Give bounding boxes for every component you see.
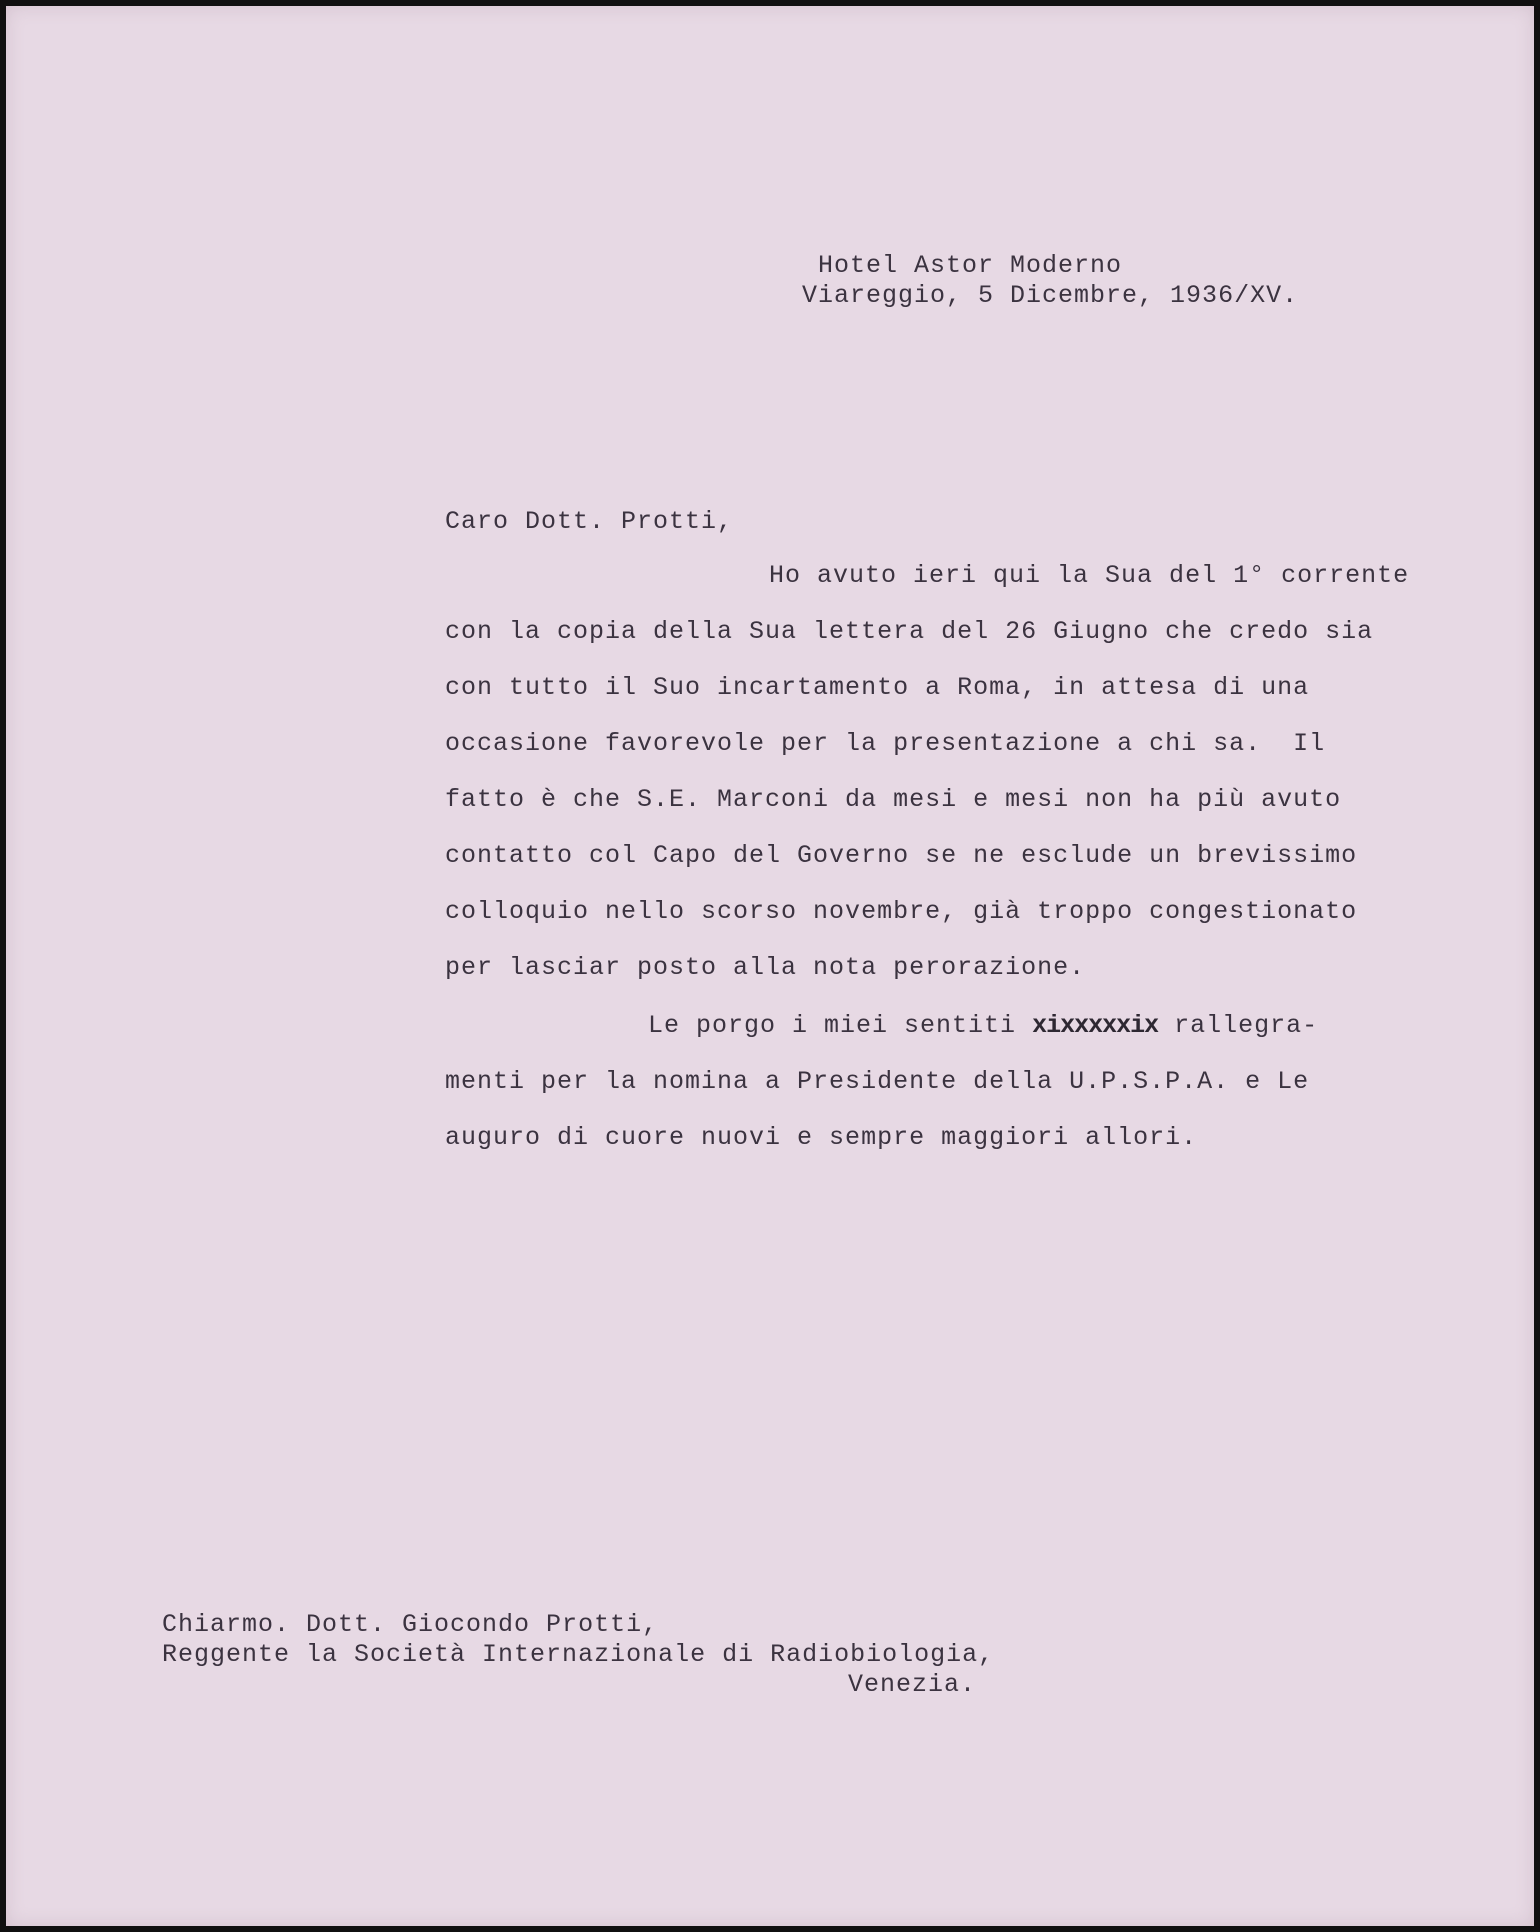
recipient-title: Reggente la Società Internazionale di Radiobiologia, [162,1640,995,1669]
body-line: con tutto il Suo incartamento a Roma, in attesa di una [445,673,1310,702]
body-text: rallegra- [1158,1011,1319,1040]
struck-out-text: xixxxxxix [1032,1011,1159,1040]
body-line: occasione favorevole per la presentazione a chi sa. Il [445,729,1326,758]
body-line: auguro di cuore nuovi e sempre maggiori allori. [445,1123,1198,1152]
salutation: Caro Dott. Protti, [445,507,734,536]
body-line: con la copia della Sua lettera del 26 Giugno che credo sia [445,617,1374,646]
body-text: Le porgo i miei sentiti [648,1011,1033,1040]
body-line: contatto col Capo del Governo se ne esclude un brevissimo [445,841,1358,870]
body-line: colloquio nello scorso novembre, già troppo congestionato [445,897,1358,926]
body-line: fatto è che S.E. Marconi da mesi e mesi non ha più avuto [445,785,1342,814]
recipient-city: Venezia. [848,1670,977,1699]
body-line: Ho avuto ieri qui la Sua del 1° corrente [769,561,1410,590]
hotel-name: Hotel Astor Moderno [818,251,1123,280]
body-line [648,998,1318,1054]
recipient-name: Chiarmo. Dott. Giocondo Protti, [162,1610,659,1639]
place-date: Viareggio, 5 Dicembre, 1936/XV. [802,281,1299,310]
body-line: per lasciar posto alla nota perorazione. [445,953,1086,982]
letter-page [6,6,1534,1926]
body-line: menti per la nomina a Presidente della U.P.S.P.A. e Le [445,1067,1310,1096]
